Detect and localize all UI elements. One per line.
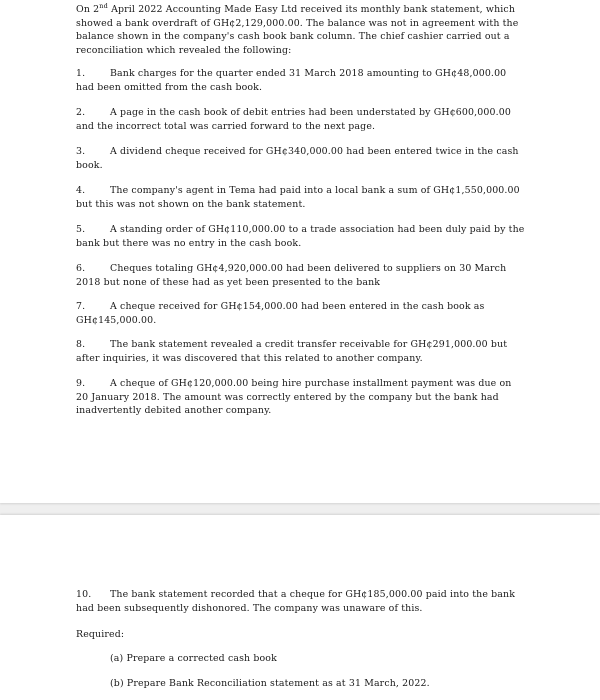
list-item-9 [76,377,526,418]
list-item-10 [76,588,526,615]
item-number: 1. [76,68,86,79]
item-text: A cheque received for GH¢154,000.00 had been entered in the cash book as GH¢145,000.00. [76,301,485,326]
item-number: 3. [76,146,86,157]
item-number: 6. [76,263,86,274]
item-text: The bank statement recorded that a cheque for GH¢185,000.00 paid into the bank had been subsequently dishonored. The company was unaware of this. [76,589,516,614]
intro-text: April 2022 Accounting Made Easy Ltd received its monthly bank statement, which showed a bank overdraft of GH¢2,129,000.00. The balance was not in agreement with the balance shown in the company's cash book bank column. The chief cashier carried out a reconciliation which revealed the following: [76,4,519,56]
item-text: The company's agent in Tema had paid into a local bank a sum of GH¢1,550,000.00 but this was not shown on the bank statement. [76,185,520,210]
item-number: 9. [76,378,86,389]
intro-superscript: nd [99,1,108,10]
list-item-7 [76,300,526,327]
list-item-6 [76,262,526,289]
intro-paragraph [76,3,526,57]
list-item-8 [76,338,526,365]
required-heading: Required: [76,629,125,640]
item-number: 4. [76,185,86,196]
item-text: Bank charges for the quarter ended 31 March 2018 amounting to GH¢48,000.00 had been omitted from the cash book. [76,68,507,93]
requirement-b: (b) Prepare Bank Reconciliation statement as at 31 March, 2022. [110,678,430,689]
document-page-2 [0,515,600,700]
item-text: A page in the cash book of debit entries had been understated by GH¢600,000.00 and the incorrect total was carried forward to the next page. [76,107,511,132]
list-item-5 [76,223,526,250]
requirement-a: (a) Prepare a corrected cash book [110,653,277,664]
item-number: 7. [76,301,86,312]
list-item-4 [76,184,526,211]
item-text: A cheque of GH¢120,000.00 being hire purchase installment payment was due on 20 January 2018. The amount was correctly entered by the company but the bank had inadvertently debited another company. [76,378,512,417]
item-number: 5. [76,224,86,235]
item-number: 10. [76,589,92,600]
item-text: A dividend cheque received for GH¢340,000.00 had been entered twice in the cash book. [76,146,519,171]
list-item-2 [76,106,526,133]
item-number: 2. [76,107,86,118]
intro-prefix: On 2 [76,4,100,15]
item-text: Cheques totaling GH¢4,920,000.00 had been delivered to suppliers on 30 March 2018 but none of these had as yet been presented to the bank [76,263,507,288]
item-text: A standing order of GH¢110,000.00 to a trade association had been duly paid by the bank but there was no entry in the cash book. [76,224,525,249]
item-number: 8. [76,339,86,350]
list-item-1 [76,67,526,94]
item-text: The bank statement revealed a credit transfer receivable for GH¢291,000.00 but after inquiries, it was discovered that this related to another company. [76,339,508,364]
list-item-3 [76,145,526,172]
